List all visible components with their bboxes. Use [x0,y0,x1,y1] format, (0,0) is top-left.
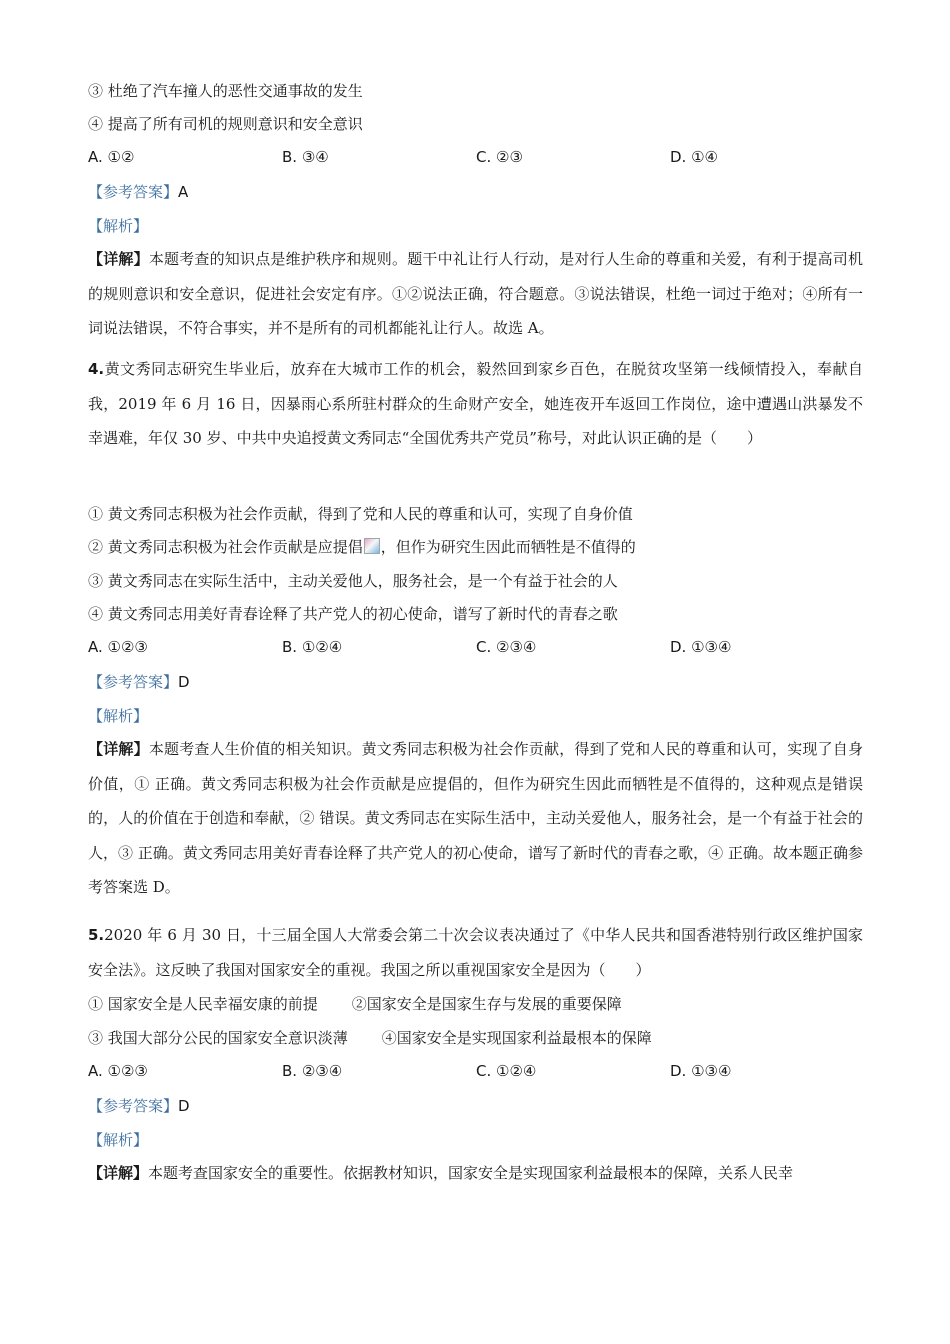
q3-choice-4: ④ 提高了所有司机的规则意识和安全意识 [88,115,363,133]
q5-option-c: C. ①②④ [476,1062,537,1080]
q3-option-a: A. ①② [88,148,135,166]
answer-label: 【参考答案】 [88,1097,179,1115]
detail-text: 本题考查国家安全的重要性。依据教材知识，国家安全是实现国家利益最根本的保障，关系人民幸 [148,1164,794,1182]
q4-options [88,637,868,657]
question-text: 黄文秀同志研究生毕业后，放弃在大城市工作的机会，毅然回到家乡百色，在脱贫攻坚第一线倾情投入，奉献自我，2019 年 6 月 16 日，因暴雨心系所驻村群众的生命财产安全，她连夜开车返回工作岗位，途中遭遇山洪暴发不幸遇难，年仅 30 岁、中共中央追授黄文秀同志“全国优秀共产党员”称号，对此认识正确的是（ ） [88,360,863,447]
detail-text: 本题考查的知识点是维护秩序和规则。题干中礼让行人行动，是对行人生命的尊重和关爱，有利于提高司机的规则意识和安全意识，促进社会安定有序。①②说法正确，符合题意。③说法错误，杜绝一词过于绝对；④所有一词说法错误，不符合事实，并不是所有的司机都能礼让行人。故选 A。 [88,250,863,337]
q5-options [88,1061,868,1081]
q4-option-b: B. ①②④ [282,638,343,656]
q3-detail [88,242,863,346]
q5-option-b: B. ②③④ [282,1062,343,1080]
q5-stem [88,918,863,987]
q4-option-a: A. ①②③ [88,638,148,656]
q4-analysis-label: 【解析】 [88,707,149,725]
answer-label: 【参考答案】 [88,673,179,691]
answer-label: 【参考答案】 [88,183,179,201]
q4-stem [88,352,863,456]
q5-analysis-label: 【解析】 [88,1131,149,1149]
q4-option-d: D. ①③④ [670,638,732,656]
q3-answer [88,182,188,202]
q5-detail [88,1156,863,1191]
q5-choice-row-1 [88,994,622,1014]
q4-option-c: C. ②③④ [476,638,537,656]
q5-option-a: A. ①②③ [88,1062,148,1080]
q4-choice-2 [88,537,636,557]
q5-choice-2: ②国家安全是国家生存与发展的重要保障 [351,995,622,1013]
q4-choice-1: ① 黄文秀同志积极为社会作贡献，得到了党和人民的尊重和认可，实现了自身价值 [88,505,633,523]
q3-option-b: B. ③④ [282,148,329,166]
question-number: 4. [88,360,105,378]
embedded-image-icon [364,538,380,554]
q3-option-c: C. ②③ [476,148,523,166]
question-number: 5. [88,926,105,944]
q4-choice-3: ③ 黄文秀同志在实际生活中，主动关爱他人，服务社会，是一个有益于社会的人 [88,572,618,590]
q3-choice-3: ③ 杜绝了汽车撞人的恶性交通事故的发生 [88,82,363,100]
detail-label: 【详解】 [88,250,149,268]
detail-text: 本题考查人生价值的相关知识。黄文秀同志积极为社会作贡献，得到了党和人民的尊重和认可，实现了自身价值，① 正确。黄文秀同志积极为社会作贡献是应提倡的，但作为研究生因此而牺牲是不值得的，这种观点是错误的，人的价值在于创造和奉献，② 错误。黄文秀同志在实际生活中，主动关爱他人，服务社会，是一个有益于社会的人，③ 正确。黄文秀同志用美好青春诠释了共产党人的初心使命，谱写了新时代的青春之歌，④ 正确。故本题正确参考答案选 D。 [88,740,863,896]
q5-choice-row-2 [88,1028,652,1048]
answer-value: D [178,1097,190,1115]
choice-text-a: ② 黄文秀同志积极为社会作贡献是应提倡 [88,538,363,556]
q3-option-d: D. ①④ [670,148,718,166]
q5-choice-1: ① 国家安全是人民幸福安康的前提 [88,995,318,1013]
choice-text-b: ，但作为研究生因此而牺牲是不值得的 [380,538,636,556]
question-text: 2020 年 6 月 30 日，十三届全国人大常委会第二十次会议表决通过了《中华人民共和国香港特别行政区维护国家安全法》。这反映了我国对国家安全的重视。我国之所以重视国家安全是因为（ ） [88,926,863,979]
answer-value: D [178,673,190,691]
q4-choice-4: ④ 黄文秀同志用美好青春诠释了共产党人的初心使命，谱写了新时代的青春之歌 [88,605,618,623]
q3-options [88,147,868,167]
answer-value: A [178,183,189,201]
q5-option-d: D. ①③④ [670,1062,732,1080]
q4-answer [88,672,190,692]
q5-answer [88,1096,190,1116]
q4-detail [88,732,863,905]
q3-analysis-label: 【解析】 [88,217,149,235]
detail-label: 【详解】 [88,740,149,758]
detail-label: 【详解】 [88,1164,149,1182]
q5-choice-3: ③ 我国大部分公民的国家安全意识淡薄 [88,1029,348,1047]
q5-choice-4: ④国家安全是实现国家利益最根本的保障 [381,1029,652,1047]
